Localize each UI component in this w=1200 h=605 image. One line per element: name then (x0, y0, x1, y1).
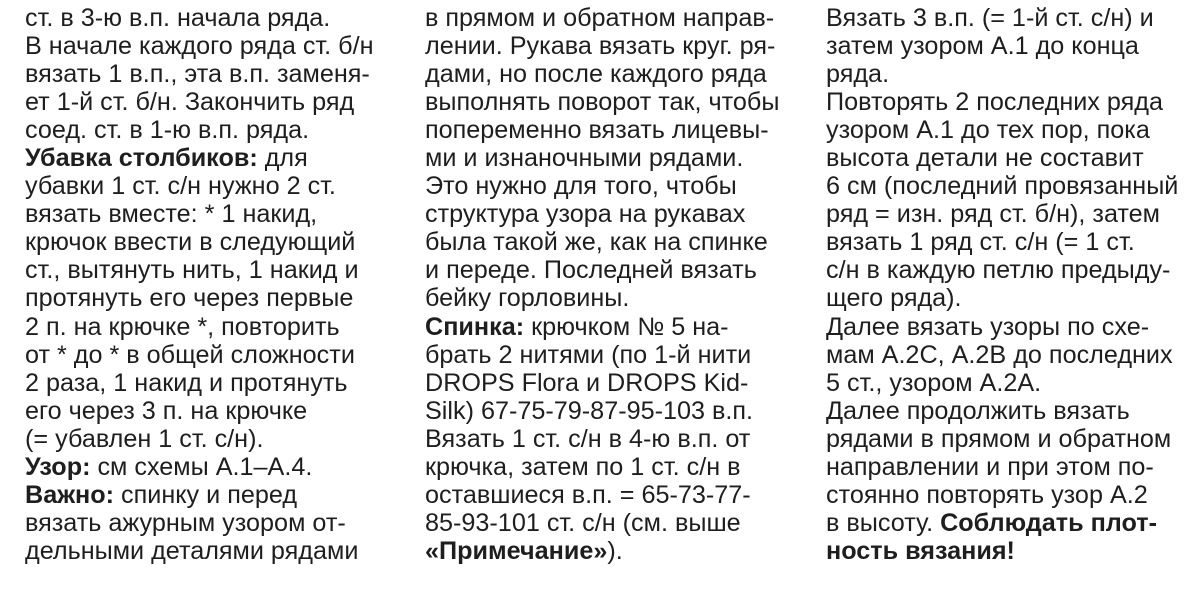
text-line (826, 537, 1196, 565)
text-line: Далее продолжить вязать (826, 396, 1130, 425)
text-line: В начале каждого ряда ст. б/н (25, 32, 374, 61)
text-line: Повторять 2 последних ряда (826, 88, 1163, 117)
text-line: структура узора на рукавах (425, 200, 746, 229)
text-line: 2 раза, 1 накид и протянуть (25, 368, 348, 397)
text-fragment: ). (607, 536, 623, 565)
text-line: ряд = изн. ряд ст. б/н), затем (826, 200, 1160, 229)
text-line: 85-93-101 ст. с/н (см. выше (425, 508, 741, 537)
note-reference: «Примечание» (425, 536, 608, 565)
text-line: дами, но после каждого ряда (425, 60, 767, 89)
text-line (826, 509, 1196, 537)
text-line: и переде. Последней вязать (425, 256, 757, 285)
text-line (25, 453, 395, 481)
section-heading-important: Важно: (25, 480, 115, 509)
text-column-left (25, 4, 395, 565)
text-line: брать 2 нитями (по 1-й нити (425, 340, 752, 369)
text-column-middle (425, 4, 795, 565)
text-fragment: спинку и перед (114, 480, 298, 509)
text-line: направлении и при этом по- (826, 452, 1154, 481)
text-fragment: в высоту. (826, 508, 941, 537)
text-line: Вязать 3 в.п. (= 1-й ст. с/н) и (826, 4, 1154, 32)
text-line: в прямом и обратном направ- (425, 4, 775, 32)
text-line: вязать 1 в.п., эта в.п. заменя- (25, 60, 370, 89)
text-line: дельными деталями рядами (25, 536, 359, 565)
text-line: ст. в 3-ю в.п. начала ряда. (25, 4, 331, 32)
text-line: Это нужно для того, чтобы (425, 172, 737, 201)
text-line: Далее вязать узоры по схе- (826, 312, 1150, 341)
text-line: стоянно повторять узор А.2 (826, 480, 1148, 509)
text-line: попеременно вязать лицевы- (425, 116, 769, 145)
text-line: ми и изнаночными рядами. (425, 144, 744, 173)
section-heading-pattern: Узор: (25, 452, 91, 481)
text-line: от * до * в общей сложности (25, 340, 355, 369)
text-fragment: крючком № 5 на- (524, 312, 729, 341)
text-line: узором А.1 до тех пор, пока (826, 116, 1150, 145)
text-line: (= убавлен 1 ст. с/н). (25, 424, 264, 453)
text-line: оставшиеся в.п. = 65-73-77- (425, 480, 751, 509)
text-line: ст., вытянуть нить, 1 накид и (25, 256, 359, 285)
text-line: ет 1-й ст. б/н. Закончить ряд (25, 88, 355, 117)
text-line: рядами в прямом и обратном (826, 424, 1172, 453)
text-line: 6 см (последний провязанный (826, 172, 1179, 201)
section-heading-decrease: Убавка столбиков: (25, 144, 258, 173)
text-line: вязать ажурным узором от- (25, 508, 346, 537)
text-line: Вязать 1 ст. с/н в 4-ю в.п. от (425, 424, 751, 453)
text-line: протянуть его через первые (25, 284, 354, 313)
text-line: выполнять поворот так, чтобы (425, 88, 780, 117)
text-line: высота детали не составит (826, 144, 1144, 173)
text-line (425, 537, 795, 565)
text-line: убавки 1 ст. с/н нужно 2 ст. (25, 172, 336, 201)
text-line: его через 3 п. на крючке (25, 396, 308, 425)
text-line: мам А.2С, А.2В до последних (826, 340, 1173, 369)
text-fragment: см схемы А.1–А.4. (90, 452, 313, 481)
text-line: Silk) 67-75-79-87-95-103 в.п. (425, 396, 754, 425)
text-line: 5 ст., узором А.2А. (826, 368, 1042, 397)
text-line: вязать вместе: * 1 накид, (25, 200, 318, 229)
text-line: DROPS Flora и DROPS Kid- (425, 368, 749, 397)
text-line: ряда. (826, 60, 890, 89)
emphasis-gauge-note: ность вязания! (826, 536, 1015, 565)
emphasis-gauge-note: Соблюдать плот- (940, 508, 1157, 537)
text-line: бейку горловины. (425, 284, 630, 313)
text-line (25, 144, 395, 172)
text-line: щего ряда). (826, 284, 962, 313)
text-line: затем узором А.1 до конца (826, 32, 1139, 61)
text-line: 2 п. на крючке *, повторить (25, 312, 340, 341)
text-line: крючка, затем по 1 ст. с/н в (425, 452, 741, 481)
text-line: вязать 1 ряд ст. с/н (= 1 ст. (826, 228, 1135, 257)
text-line: лении. Рукава вязать круг. ря- (425, 32, 776, 61)
text-line: с/н в каждую петлю предыду- (826, 256, 1171, 285)
text-line: соед. ст. в 1-ю в.п. ряда. (25, 116, 310, 145)
text-line: крючок ввести в следующий (25, 228, 356, 257)
section-heading-back: Спинка: (425, 312, 525, 341)
text-column-right (826, 4, 1196, 565)
text-fragment: для (257, 144, 308, 173)
text-line: была такой же, как на спинке (425, 228, 768, 257)
text-line (25, 481, 395, 509)
text-line (425, 313, 795, 341)
